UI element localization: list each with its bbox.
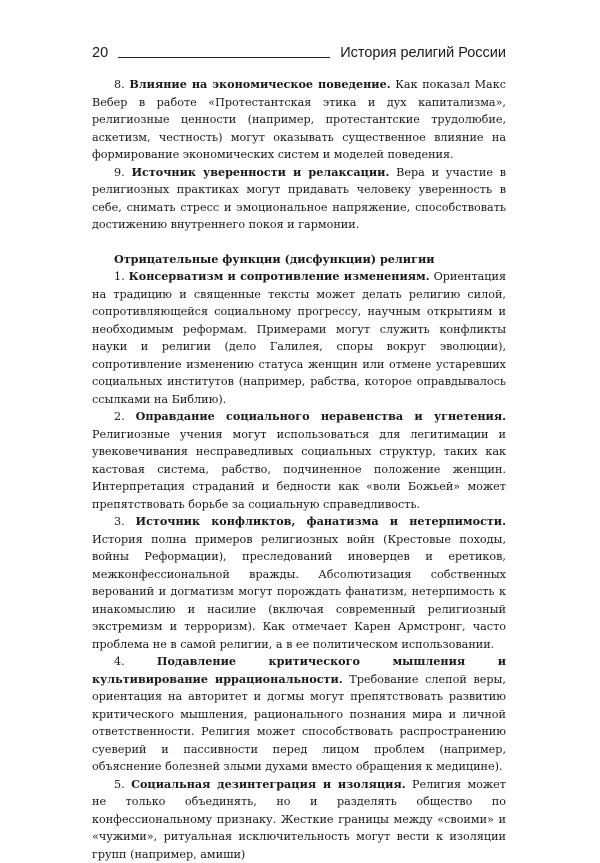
item-title: Источник конфликтов, фанатизма и нетерпимости. xyxy=(136,514,507,528)
page-header xyxy=(92,38,506,62)
list-item: 9. Источник уверенности и релаксации. Вера и участие в религиозных практиках могут придавать человеку уверенность в себе, снимать стресс и эмоциональное напряжение, способствовать достижению внутреннего покоя и гармонии. xyxy=(92,164,506,234)
list-item: 3. Источник конфликтов, фанатизма и нетерпимости. История полна примеров религиозных войн (Крестовые походы, войны Реформации), преследований иноверцев и еретиков, межконфессиональной вражды. Абсолютизация собственных верований и догматизм могут порождать фанатизм, нетерпимость к инакомыслию и насилие (включая современный религиозный экстремизм и терроризм). Как отмечает Карен Армстронг, часто проблема не в самой религии, а в ее политическом использовании. xyxy=(92,513,506,653)
item-title: Влияние на экономическое поведение. xyxy=(129,77,390,91)
item-title: Подавление критического мышления и культивирование иррациональности. xyxy=(92,654,506,686)
list-item: 5. Социальная дезинтеграция и изоляция. Религия может не только объединять, но и разделять общество по конфессиональному признаку. Жесткие границы между «своими» и «чужими», ритуальная исключительность могут вести к изоляции групп (например, амиши) xyxy=(92,776,506,863)
item-title: Оправдание социального неравенства и угнетения. xyxy=(136,409,506,423)
list-item: 4. Подавление критического мышления и культивирование иррациональности. Требование слепой веры, ориентация на авторитет и догмы могут препятствовать развитию критического мышления, рационального познания мира и личной ответственности. Религия может способствовать распространению суеверий и пассивности перед лицом проблем (например, объяснение болезней злыми духами вместо обращения к медицине). xyxy=(92,653,506,776)
item-title: Источник уверенности и релаксации. xyxy=(131,165,389,179)
section-heading: Отрицательные функции (дисфункции) религии xyxy=(92,251,506,269)
page-number: 20 xyxy=(92,44,108,62)
list-item: 1. Консерватизм и сопротивление изменениям. Ориентация на традицию и священные тексты может делать религию силой, сопротивляющейся социальному прогрессу, научным открытиям и необходимым реформам. Примерами могут служить конфликты науки и религии (дело Галилея, споры вокруг эволюции), сопротивление изменению статуса женщин или отмене устаревших социальных институтов (например, рабства, которое оправдывалось ссылками на Библию). xyxy=(92,268,506,408)
list-item: 8. Влияние на экономическое поведение. Как показал Макс Вебер в работе «Протестантская этика и дух капитализма», религиозные ценности (например, протестантские трудолюбие, аскетизм, честность) могут оказывать существенное влияние на формирование экономических систем и моделей поведения. xyxy=(92,76,506,164)
running-title: История религий России xyxy=(340,44,506,62)
item-title: Консерватизм и сопротивление изменениям. xyxy=(129,269,430,283)
spacer xyxy=(92,234,506,251)
list-item: 2. Оправдание социального неравенства и угнетения. Религиозные учения могут использоваться для легитимации и увековечивания несправедливых социальных структур, таких как кастовая система, рабство, подчиненное положение женщин. Интерпретация страданий и бедности как «воли Божьей» может препятствовать борьбе за социальную справедливость. xyxy=(92,408,506,513)
header-rule xyxy=(118,57,330,58)
item-title: Социальная дезинтеграция и изоляция. xyxy=(131,777,406,791)
page-content xyxy=(92,76,506,863)
